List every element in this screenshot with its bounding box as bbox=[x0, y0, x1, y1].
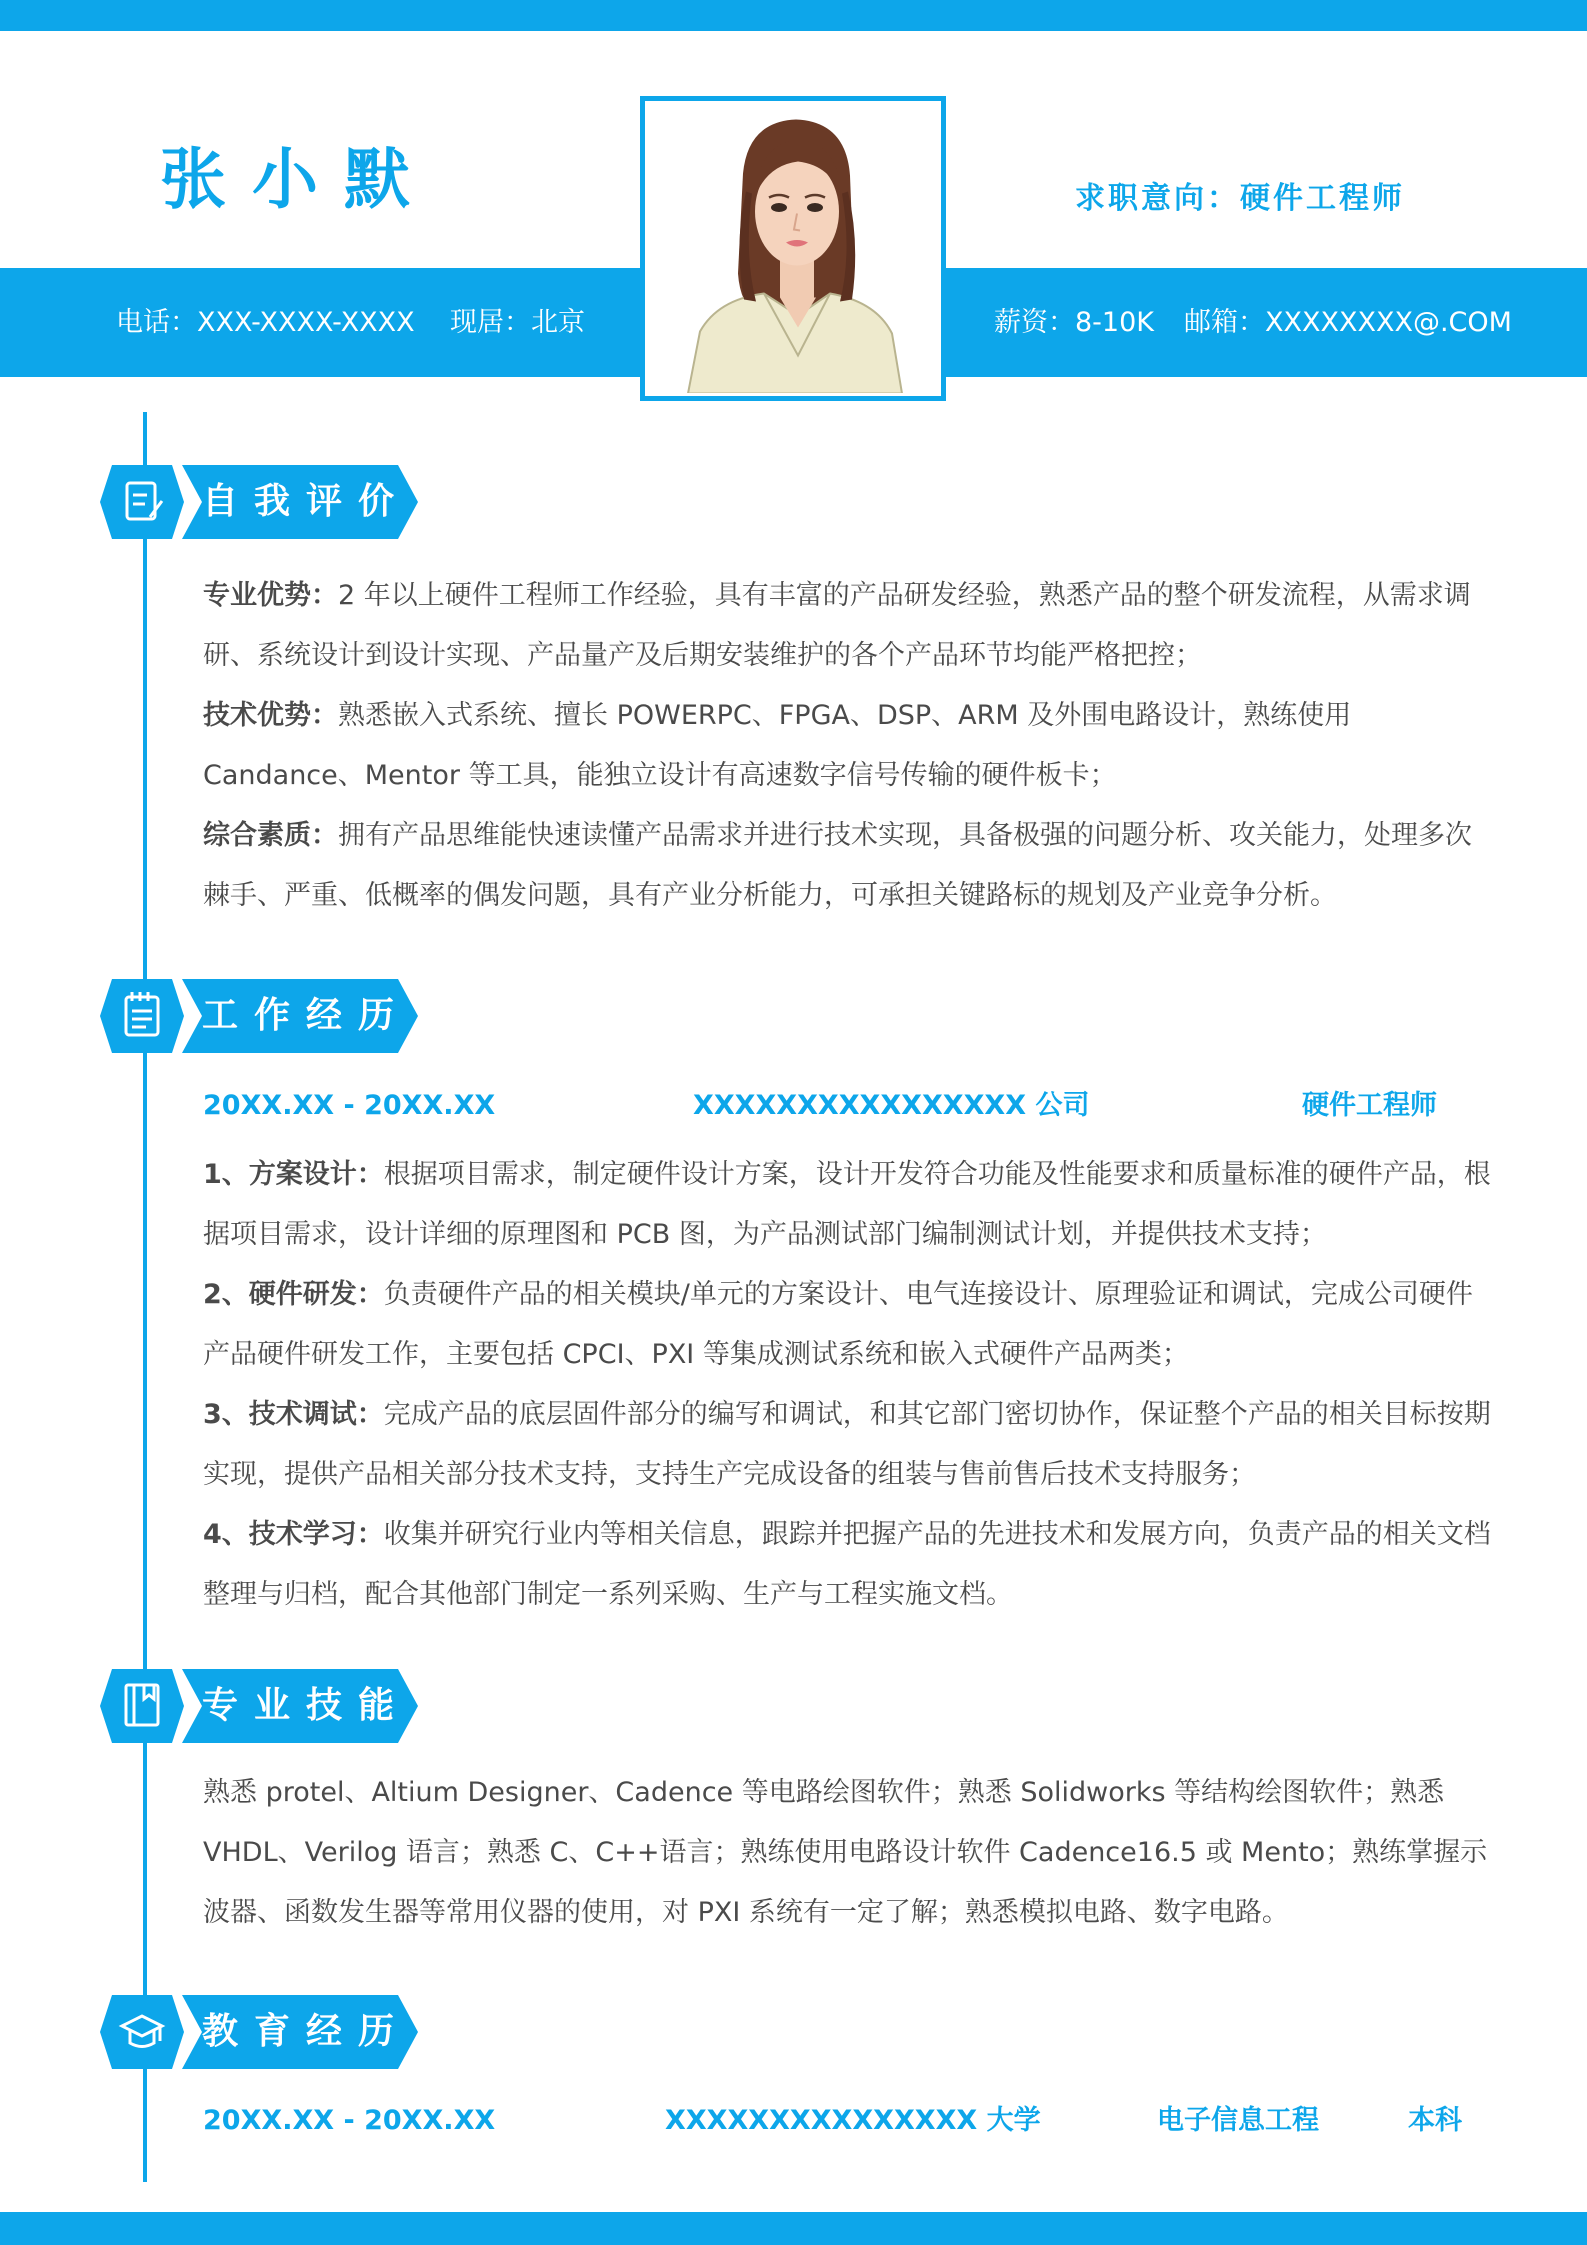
item-text: 负责硬件产品的相关模块/单元的方案设计、电气连接设计、原理验证和调试，完成公司硬件产品硬件研发工作，主要包括 CPCI、PXI 等集成测试系统和嵌入式硬件产品两类； bbox=[203, 1279, 1473, 1370]
item-text: 2 年以上硬件工程师工作经验，具有丰富的产品研发经验，熟悉产品的整个研发流程，从需求调研、系统设计到设计实现、产品量产及后期安装维护的各个产品环节均能严格把控； bbox=[203, 580, 1471, 671]
section-title-skills: 专业技能 bbox=[202, 1685, 411, 1726]
self-eval-item bbox=[203, 566, 1493, 686]
timeline-line bbox=[143, 412, 147, 2182]
item-text: 收集并研究行业内等相关信息，跟踪并把握产品的先进技术和发展方向，负责产品的相关文档整理与归档，配合其他部门制定一系列采购、生产与工程实施文档。 bbox=[203, 1519, 1491, 1610]
work-duty-item bbox=[203, 1505, 1493, 1625]
work-company: XXXXXXXXXXXXXXXX 公司 bbox=[693, 1090, 1090, 1121]
item-text: 完成产品的底层固件部分的编写和调试，和其它部门密切协作，保证整个产品的相关目标按期实现，提供产品相关部分技术支持，支持生产完成设备的组装与售前售后技术支持服务； bbox=[203, 1399, 1491, 1490]
bottom-accent-bar bbox=[0, 2212, 1587, 2245]
section-title-education: 教育经历 bbox=[202, 2011, 411, 2052]
work-position: 硬件工程师 bbox=[1302, 1090, 1437, 1121]
section-header-skills bbox=[100, 1667, 420, 1745]
top-accent-bar bbox=[0, 0, 1587, 31]
location-text: 现居：北京 bbox=[450, 307, 585, 338]
section-header-work bbox=[100, 977, 420, 1055]
education-period: 20XX.XX - 20XX.XX bbox=[203, 2105, 496, 2136]
work-duty-item bbox=[203, 1265, 1493, 1385]
phone-text: 电话：XXX-XXXX-XXXX bbox=[116, 307, 415, 338]
section-title-self-eval: 自我评价 bbox=[202, 481, 411, 522]
profile-photo bbox=[645, 101, 941, 396]
job-intention: 求职意向：硬件工程师 bbox=[1075, 181, 1405, 216]
education-degree: 本科 bbox=[1408, 2105, 1462, 2136]
portrait-illustration bbox=[648, 104, 938, 393]
candidate-name: 张小默 bbox=[160, 141, 436, 218]
item-label: 综合素质： bbox=[203, 820, 338, 851]
item-text: 拥有产品思维能快速读懂产品需求并进行技术实现，具备极强的问题分析、攻关能力，处理多次棘手、严重、低概率的偶发问题，具有产业分析能力，可承担关键路标的规划及产业竞争分析。 bbox=[203, 820, 1472, 911]
skills-text: 熟悉 protel、Altium Designer、Cadence 等电路绘图软件；熟悉 Solidworks 等结构绘图软件；熟悉 VHDL、Verilog 语言；熟悉 C、C++语言；熟练使用电路设计软件 Cadence16.5 或 Mento；熟练掌握示波器、函数发生器等常用仪器的使用，对 PXI 系统有一定了解；熟悉模拟电路、数字电路。 bbox=[203, 1777, 1488, 1928]
item-label: 3、技术调试： bbox=[203, 1399, 384, 1430]
profile-photo-frame bbox=[640, 96, 946, 401]
item-label: 4、技术学习： bbox=[203, 1519, 384, 1550]
item-label: 技术优势： bbox=[203, 700, 338, 731]
work-duty-item bbox=[203, 1145, 1493, 1265]
salary-text: 薪资：8-10K bbox=[994, 307, 1154, 338]
section-title-work: 工作经历 bbox=[202, 995, 411, 1036]
education-major: 电子信息工程 bbox=[1157, 2105, 1319, 2136]
item-label: 专业优势： bbox=[203, 580, 338, 611]
section-header-education bbox=[100, 1993, 420, 2071]
item-label: 2、硬件研发： bbox=[203, 1279, 384, 1310]
self-eval-item bbox=[203, 686, 1493, 806]
work-entry-header bbox=[0, 1081, 1587, 1131]
self-eval-item bbox=[203, 806, 1493, 926]
work-duty-item bbox=[203, 1385, 1493, 1505]
item-text: 熟悉嵌入式系统、擅长 POWERPC、FPGA、DSP、ARM 及外围电路设计，熟练使用 Candance、Mentor 等工具，能独立设计有高速数字信号传输的硬件板卡； bbox=[203, 700, 1352, 791]
item-label: 1、方案设计： bbox=[203, 1159, 384, 1190]
work-period: 20XX.XX - 20XX.XX bbox=[203, 1090, 496, 1121]
section-header-self-eval bbox=[100, 463, 420, 541]
item-text: 根据项目需求，制定硬件设计方案，设计开发符合功能及性能要求和质量标准的硬件产品，根据项目需求，设计详细的原理图和 PCB 图，为产品测试部门编制测试计划，并提供技术支持； bbox=[203, 1159, 1491, 1250]
email-text: 邮箱：XXXXXXXX@.COM bbox=[1184, 307, 1512, 338]
education-school: XXXXXXXXXXXXXXX 大学 bbox=[665, 2105, 1041, 2136]
education-entry bbox=[0, 2096, 1587, 2146]
